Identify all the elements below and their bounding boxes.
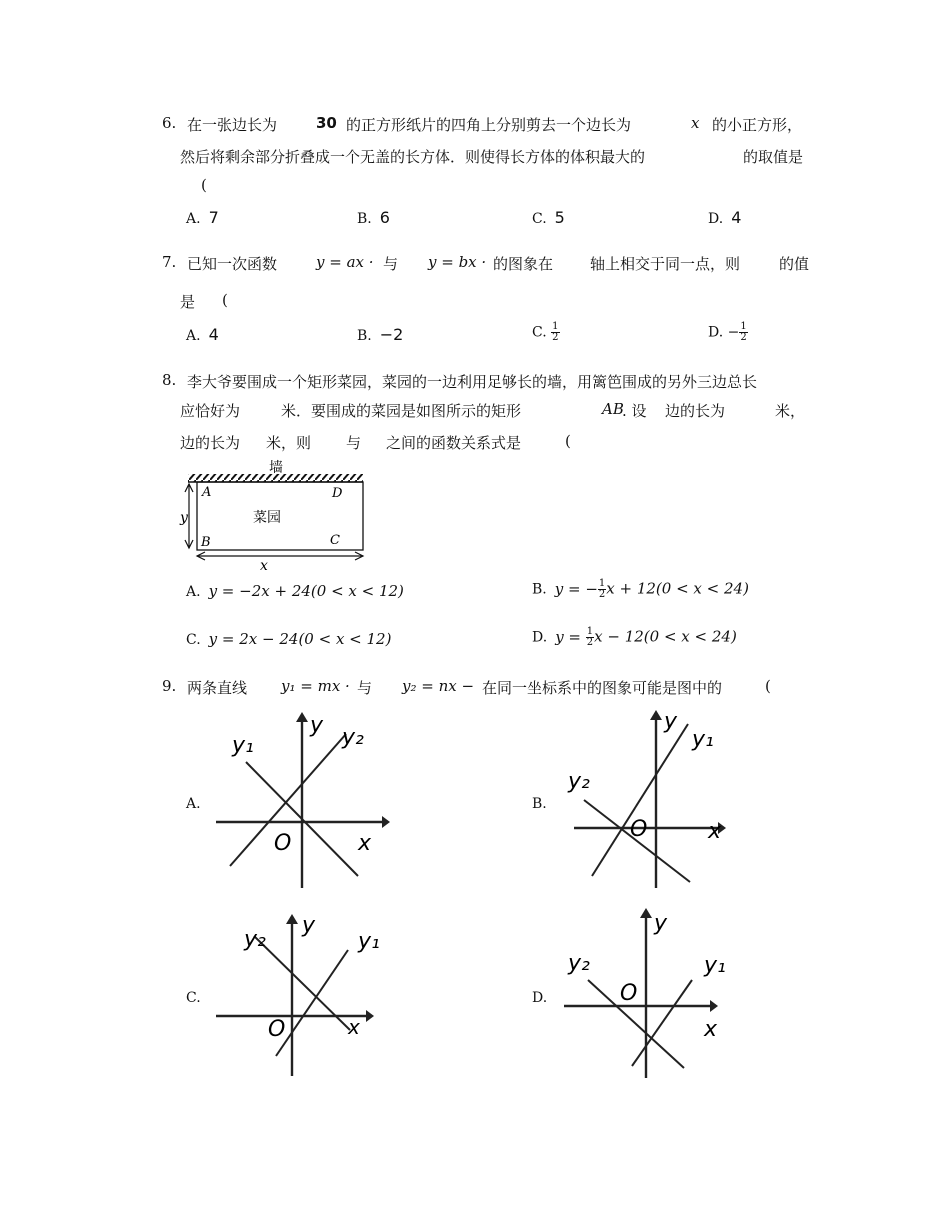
- q6-paren: (: [201, 176, 207, 194]
- q8-text-3d: 之间的函数关系式是: [386, 434, 522, 452]
- q9-formula-2: y₂ = nx −: [402, 677, 475, 695]
- q8-text-3a: 边的长为: [180, 434, 241, 452]
- q9-formula-1: y₁ = mx ·: [281, 677, 350, 695]
- q7-c-fraction: $\frac{1}{2}$: [552, 321, 559, 343]
- q7-paren: (: [222, 291, 228, 309]
- q8-option-a[interactable]: A. y = −2x + 24(0 < x < 12): [186, 582, 404, 600]
- graph-b-y-arrow: [650, 710, 662, 720]
- graph-d-line-y1: [632, 980, 692, 1066]
- q6-text-2b: 的取值是: [743, 148, 804, 166]
- q6-var-x: x: [691, 114, 700, 132]
- graph-c-y-arrow: [286, 914, 298, 924]
- q9-option-b-label[interactable]: B.: [532, 796, 547, 812]
- graph-a-label-y2: y₂: [342, 725, 364, 750]
- graph-b-label-o: O: [630, 817, 648, 842]
- q6-text-1b: 的正方形纸片的四角上分别剪去一个边长为: [346, 116, 632, 134]
- q9-text-a: 两条直线: [187, 679, 248, 697]
- q7-formula-2: y = bx ·: [428, 253, 487, 271]
- label-d: D: [332, 486, 343, 501]
- q7-number: 7.: [162, 253, 177, 271]
- label-a: A: [202, 485, 212, 500]
- q8-option-c[interactable]: C. y = 2x − 24(0 < x < 12): [186, 630, 392, 648]
- graph-c-label-x: x: [348, 1015, 360, 1039]
- q8-text-2b: 米．要围成的菜园是如图所示的矩形: [281, 402, 522, 420]
- q9-text-c: 在同一坐标系中的图象可能是图中的: [482, 679, 723, 697]
- q8-option-b[interactable]: B. y = − $\frac{1}{2}$ x + 12(0 < x < 24): [532, 578, 749, 600]
- q6-option-b[interactable]: B. 6: [357, 208, 390, 227]
- q7-option-d[interactable]: D. − $\frac{1}{2}$: [708, 321, 747, 343]
- q9-option-c-label[interactable]: C.: [186, 990, 201, 1006]
- q6-option-a[interactable]: A. 7: [186, 208, 219, 227]
- q7-text-b: 与: [383, 255, 399, 273]
- q6-number: 6.: [162, 114, 177, 132]
- q6-text-1c: 的小正方形，: [712, 116, 803, 134]
- graph-d-label-y2: y₂: [568, 951, 590, 976]
- q7-text-a: 已知一次函数: [187, 255, 278, 273]
- graph-d-x-arrow: [710, 1000, 718, 1012]
- q9-option-d-label[interactable]: D.: [532, 990, 548, 1006]
- graph-b-label-y1: y₁: [692, 727, 714, 752]
- graph-c-label-y2: y₂: [244, 927, 266, 952]
- label-c: C: [330, 533, 340, 548]
- graph-a-y-arrow: [296, 712, 308, 722]
- q8-paren: (: [565, 432, 571, 450]
- graph-a-label-o: O: [274, 831, 292, 856]
- graph-b-label-y: y: [664, 709, 678, 734]
- graph-c-label-y1: y₁: [358, 929, 380, 954]
- q8-text-2d: 边的长为: [665, 402, 726, 420]
- q7-option-c[interactable]: C. $\frac{1}{2}$: [532, 321, 559, 343]
- q9-graph-b[interactable]: [560, 706, 740, 892]
- graph-d-label-o: O: [620, 981, 638, 1006]
- graph-b-line-y1: [592, 724, 688, 876]
- q7-text-e: 的值: [779, 255, 810, 273]
- graph-c-label-y: y: [302, 913, 316, 938]
- q8-text-1: 李大爷要围成一个矩形菜园，菜园的一边利用足够长的墙，用篱笆围成的另外三边总长: [187, 373, 758, 391]
- graph-b-label-x: x: [708, 819, 722, 844]
- q6-option-c[interactable]: C. 5: [532, 208, 565, 227]
- graph-c-x-arrow: [366, 1010, 374, 1022]
- graph-d-y-arrow: [640, 908, 652, 918]
- label-x: x: [260, 558, 268, 574]
- q8-d-fraction: $\frac{1}{2}$: [586, 626, 594, 648]
- q9-graph-d[interactable]: [560, 900, 740, 1082]
- q6-value-30: 30: [316, 114, 337, 132]
- q8-text-2c: . 设: [622, 402, 647, 420]
- q7-text-c: 的图象在: [493, 255, 554, 273]
- q9-graph-c[interactable]: [210, 906, 390, 1082]
- graph-d-label-x: x: [704, 1017, 718, 1042]
- q7-text-d: 轴上相交于同一点，则: [590, 255, 741, 273]
- q8-text-ab: AB: [602, 400, 624, 418]
- q9-number: 9.: [162, 677, 177, 695]
- q9-text-b: 与: [357, 679, 373, 697]
- q8-option-d[interactable]: D. y = $\frac{1}{2}$ x − 12(0 < x < 24): [532, 626, 737, 648]
- q9-paren: (: [765, 677, 771, 695]
- label-garden: 菜园: [253, 510, 281, 526]
- graph-a-label-y1: y₁: [232, 733, 254, 758]
- graph-a-label-y: y: [310, 713, 324, 738]
- q7-formula-1: y = ax ·: [316, 253, 374, 271]
- label-b: B: [201, 535, 211, 550]
- q8-number: 8.: [162, 371, 177, 389]
- q7-option-a[interactable]: A. 4: [186, 325, 219, 344]
- graph-d-label-y1: y₁: [704, 953, 726, 978]
- graph-d-label-y: y: [654, 911, 668, 936]
- q8-text-3b: 米，则: [266, 434, 312, 452]
- q6-text-1a: 在一张边长为: [187, 116, 278, 134]
- graph-a-label-x: x: [358, 831, 372, 856]
- label-y: y: [180, 510, 188, 526]
- q8-b-fraction: $\frac{1}{2}$: [598, 578, 606, 600]
- q9-graph-a[interactable]: [210, 710, 390, 892]
- graph-a-x-arrow: [382, 816, 390, 828]
- q8-text-2a: 应恰好为: [180, 402, 241, 420]
- graph-c-label-o: O: [268, 1017, 286, 1042]
- q6-option-d[interactable]: D. 4: [708, 208, 742, 227]
- q7-d-fraction: $\frac{1}{2}$: [740, 321, 747, 343]
- q8-garden-figure: [175, 456, 375, 576]
- q6-text-2: 然后将剩余部分折叠成一个无盖的长方体．则使得长方体的体积最大的: [180, 148, 646, 166]
- q7-text-line2: 是: [180, 293, 196, 311]
- q9-option-a-label[interactable]: A.: [186, 796, 201, 812]
- q7-option-b[interactable]: B. −2: [357, 325, 404, 344]
- graph-b-label-y2: y₂: [568, 769, 590, 794]
- label-wall: 墙: [269, 460, 283, 476]
- q8-text-3c: 与: [346, 434, 362, 452]
- q8-text-2e: 米，: [775, 402, 806, 420]
- graph-c-line-y1: [276, 950, 348, 1056]
